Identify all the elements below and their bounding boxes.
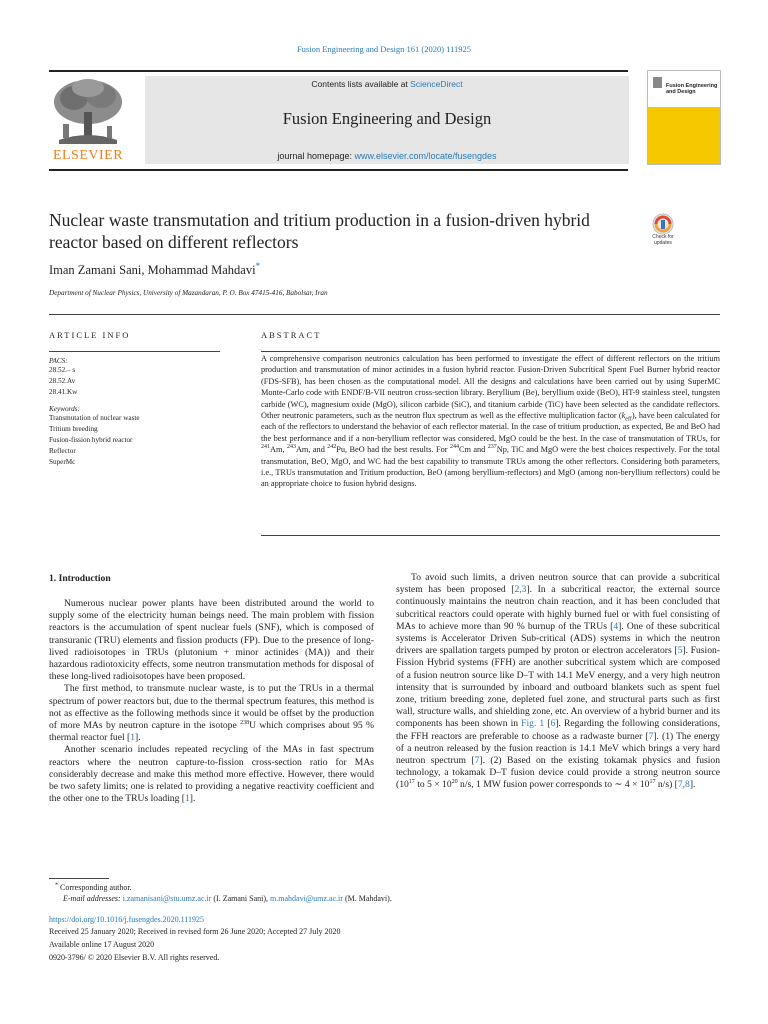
- footnote-rule: [49, 878, 109, 879]
- pacs-code: 28.52.Av: [49, 376, 76, 385]
- body-column-right: [396, 572, 720, 792]
- corresponding-author-note: [55, 882, 132, 893]
- article-title: Nuclear waste transmutation and tritium production in a fusion-driven hybrid reactor based on different reflectors: [49, 210, 590, 252]
- keywords-label: Keywords:: [49, 405, 80, 414]
- intro-paragraph: [396, 572, 720, 792]
- keyword: SuperMc: [49, 457, 76, 466]
- email-owner: (M. Mahdavi).: [342, 894, 392, 903]
- cover-title: [666, 83, 717, 95]
- pacs-label: PACS:: [49, 357, 68, 365]
- abstract-part: Am,: [270, 445, 287, 455]
- journal-citation-line[interactable]: Fusion Engineering and Design 161 (2020) 111925: [296, 44, 472, 54]
- pacs-code: 28.52.– s: [49, 366, 76, 374]
- isotope-mass: 244: [449, 444, 459, 451]
- authors: [49, 260, 261, 278]
- isotope-mass: 238: [240, 719, 250, 726]
- isotope-mass: 242: [327, 444, 337, 451]
- section-heading-introduction: 1. Introduction: [49, 573, 111, 584]
- received-dates: Received 25 January 2020; Received in revised form 26 June 2020; Accepted 27 July 2020: [49, 927, 341, 936]
- copyright-line: 0920-3796/ © 2020 Elsevier B.V. All rights reserved.: [49, 953, 220, 962]
- badge-line1: Check for: [652, 234, 674, 240]
- keff-symbol: k: [621, 411, 626, 421]
- intro-paragraph: [49, 683, 374, 744]
- footnote-text: Corresponding author.: [58, 883, 132, 892]
- keyword: Fusion-fission hybrid reactor: [49, 435, 133, 444]
- abstract-part: ), have been calculated for each of the reflectors to understand the behavior of each reflector material. In the case of tritium production, as expected, Be and BeO had the best performance and if a non-beryllium reflector was considered, MgO could be the best. In the case of transmutation of TRUs, for: [261, 411, 720, 443]
- reference-link[interactable]: 1: [184, 793, 190, 805]
- masthead-bottom-rule: [49, 169, 628, 171]
- check-for-updates-icon: [645, 212, 681, 236]
- cover-elsevier-tree-icon: [653, 77, 662, 88]
- isotope-mass: 241: [261, 444, 270, 451]
- text-run: U which comprises about 95 % thermal reactor fuel [: [49, 720, 374, 744]
- reference-link[interactable]: 6: [550, 718, 556, 730]
- intro-paragraph: Numerous nuclear power plants have been distributed around the world to supply some of the electricity human beings need. The main problem with fission reactors is the accumulation of spent nuclear fuels (SNF), which is composed of transuranic (TRU) elements and fission products (FP). Due to the presence of long-lived radioisotopes in TRUs (plutonium + minor actinides (MA)) and their hazardous radiotoxicity effects, some neutron transmutation methods for disposal of these long-lived radioisotopes have been proposed.: [49, 598, 374, 683]
- sciencedirect-link[interactable]: ScienceDirect: [410, 79, 463, 89]
- abstract-text: [261, 353, 720, 490]
- text-run: To avoid such limits, a driven neutron source that can provide a subcritical system has been proposed [: [396, 572, 720, 596]
- text-run: ].: [135, 732, 141, 744]
- abstract-part: Pu, BeO had the best results. For: [336, 445, 450, 455]
- corresponding-author-mark[interactable]: *: [255, 260, 261, 271]
- journal-name: Fusion Engineering and Design: [282, 109, 492, 128]
- reference-link[interactable]: 4: [613, 620, 619, 632]
- badge-text: [645, 235, 681, 246]
- author-names: Iman Zamani Sani, Mohammad Mahdavi: [49, 263, 256, 277]
- isotope-mass: 237: [487, 444, 497, 451]
- abstract-part: A comprehensive comparison neutronics calculation has been performed to investigate the effect of different reflectors on the tritium production and transmutation of minor actinides in a fusion hybrid reactor. Fusion-Driven Subcritical Spent Fuel Burner hybrid reactor (FDS-SFB), has been chosen as the computational model. All the designs and calculations have been carried out by using SuperMC Monte-Carlo code with ENDF/B-VII neutron cross-section library. Beryllium (Be), beryllium oxide (BeO), HT-9 stainless steel, tungsten carbide (WC), magnesium oxide (MgO), silicon carbide (SiC), and titanium carbide (TiC) have been selected as the candidate reflectors. Other neutronic parameters, such as the neutron flux spectrum as well as the effective multiplication factor (: [261, 354, 720, 421]
- body-column-left: [49, 598, 374, 805]
- text-run: ]. One of these subcritical systems is Accelerator Driven Sub-critical (ADS) systems in which the neutron drivers are spallation targets pumped by proton or electron accelerators [: [396, 620, 720, 657]
- email-addresses: [63, 893, 392, 904]
- text-run: ].: [189, 793, 196, 805]
- abstract-part: Am, and: [295, 445, 328, 455]
- journal-homepage-line: [145, 151, 629, 161]
- text-run: The first method, to transmute nuclear waste, is to put the TRUs in a thermal spectrum of power reactors but, due to the thermal spectrum features, this method is not as effective as the following methods since it would be offset by the production of more MAs by neutron capture in the isotope: [49, 683, 374, 732]
- text-run: ]. Regarding the following considerations, the FFH reactors are preferable to choose as a radwaste burner [: [396, 718, 721, 742]
- text-run: n/s) [: [655, 779, 678, 791]
- masthead-top-rule: [49, 70, 628, 72]
- keyword: Reflector: [49, 446, 76, 455]
- text-run: ]. Fusion-Fission Hybrid systems (FFH) are another subcritical system which are composed of a fusion neutron source like D–T with 14.1 MeV energy, and a very high neutron intensity that is surrounded by inboard and outboard blankets such as spent fuel zone, tritium breeding zone, depleted fuel zone, and structural parts such as first wall, structure walls, and shielding zone, etc. An overview of a hybrid burner and its components has been shown in: [396, 645, 720, 730]
- article-info-heading: ARTICLE INFO: [49, 330, 131, 340]
- reference-link[interactable]: 1: [130, 732, 136, 744]
- reference-link[interactable]: 7: [648, 730, 654, 742]
- cover-yellow-panel: [648, 107, 720, 164]
- footnote-mark: *: [55, 882, 58, 889]
- keyword: Tritium breeding: [49, 425, 98, 434]
- text-run: [: [544, 718, 551, 730]
- keff-subscript: eff: [625, 416, 632, 423]
- abstract-bottom-rule: [261, 535, 720, 536]
- text-run: to 5 × 10: [414, 779, 452, 791]
- email-link[interactable]: m.mahdavi@umz.ac.ir: [270, 894, 343, 903]
- contents-line: [145, 79, 629, 89]
- journal-cover-thumbnail[interactable]: [647, 70, 721, 165]
- pacs-code: 28.41.Kw: [49, 387, 78, 396]
- abstract-heading: ABSTRACT: [261, 330, 322, 340]
- cover-title-line2: and Design: [666, 89, 696, 95]
- cover-title-line1: Fusion Engineering: [666, 83, 718, 89]
- journal-homepage-link[interactable]: www.elsevier.com/locate/fusengdes: [354, 151, 497, 161]
- email-link[interactable]: i.zamanisani@stu.umz.ac.ir: [122, 894, 212, 903]
- email-label: E-mail addresses:: [63, 894, 123, 903]
- elsevier-wordmark: ELSEVIER: [52, 148, 124, 163]
- intro-paragraph: [49, 744, 374, 805]
- figure-link[interactable]: Fig. 1: [521, 718, 545, 730]
- exponent: 17: [649, 779, 656, 786]
- abstract-rule: [261, 351, 720, 352]
- text-run: ]. In a subcritical reactor, the external source continuously maintains the neutron chain reaction, and it has been concluded that subcritical reactors could operate with highly burned fuel or with fuel consisting of MAs to achieve more than 90 % burnup of the TRUs [: [396, 584, 720, 632]
- keyword: Transmutation of nuclear waste: [49, 414, 140, 423]
- abstract-part: Np, TiC and MgO were the best choices respectively. For the total transmutation, BeO, MgO, and WC had the best capability to transmute TRUs among the other reflectors. Considering both parameters, i.e., TRUs transmutation and Tritium production, BeO (among beryllium-reflectors) and MgO (among non-beryllium reflectors) could be an appropriate choice to fusion hybrid designs.: [261, 445, 720, 489]
- doi-link[interactable]: https://doi.org/10.1016/j.fusengdes.2020.111925: [49, 915, 205, 924]
- article-info-block: [49, 357, 239, 467]
- reference-link[interactable]: 2,3: [514, 584, 527, 596]
- contents-prefix: Contents lists available at: [311, 79, 411, 89]
- check-for-updates-badge[interactable]: [645, 212, 681, 252]
- abstract-part: Cm and: [458, 445, 488, 455]
- reference-link[interactable]: 7,8: [677, 779, 690, 791]
- reference-link[interactable]: 7: [474, 755, 480, 767]
- text-run: n/s, 1 MW fusion power corresponds to ∼ 4 × 10: [457, 779, 650, 791]
- available-online: Available online 17 August 2020: [49, 940, 155, 949]
- article-info-rule: [49, 351, 220, 352]
- badge-line2: updates: [654, 239, 672, 246]
- affiliation: Department of Nuclear Physics, University of Mazandaran, P. O. Box 47415-416, Babolsar, Iran: [49, 289, 328, 297]
- homepage-prefix: journal homepage:: [277, 151, 355, 161]
- text-run: ]. (1) The energy of a neutron released by the fusion reaction is 14.1 MeV which brings a very hard neutron spectrum [: [396, 730, 720, 767]
- isotope-mass: 243: [286, 444, 296, 451]
- text-run: ].: [689, 779, 696, 791]
- elsevier-logo[interactable]: [49, 76, 127, 164]
- exponent: 20: [451, 779, 458, 786]
- exponent: 17: [408, 779, 415, 786]
- email-owner: (I. Zamani Sani),: [211, 894, 271, 903]
- text-run: Another scenario includes repeated recycling of the MAs in fast spectrum reactors where the neutron capture-to-fission cross-section ratio for MAs considerably decrease and make this method more effective. However, there would be two safety limits; one is related to providing a negative reactivity coefficient and the other one to the TRUs loading [: [49, 744, 374, 805]
- text-run: ]. (2) Based on the existing tokamak physics and fusion technology, a tokamak D–T fusion device could provide a strong neutron source (10: [396, 755, 720, 791]
- cover-top: [648, 71, 720, 107]
- reference-link[interactable]: 5: [677, 645, 683, 657]
- elsevier-tree-icon: [49, 76, 127, 146]
- info-top-rule: [49, 314, 720, 315]
